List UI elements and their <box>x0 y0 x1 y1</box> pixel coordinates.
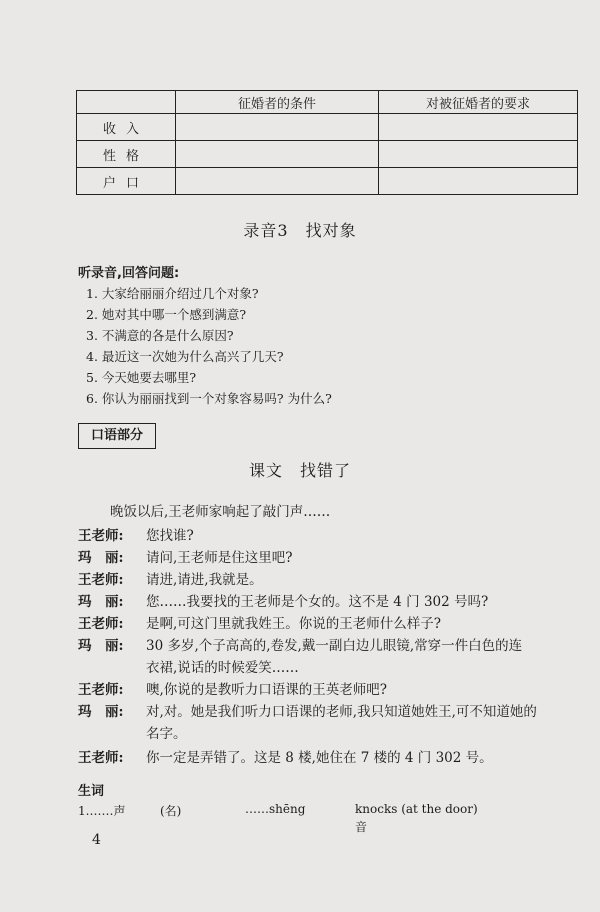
dialogue-line-continued: 名字。 <box>146 726 187 742</box>
dialogue-line-continued: 衣裙,说话的时候爱笑…… <box>146 660 299 676</box>
dialogue-speaker: 玛 丽: <box>78 550 124 566</box>
dialogue-speaker: 玛 丽: <box>78 594 124 610</box>
dialogue-line: 请进,请进,我就是。 <box>146 572 263 588</box>
listening-instruction: 听录音,回答问题: <box>78 266 180 281</box>
dialogue-line: 是啊,可这门里就我姓王。你说的王老师什么样子? <box>146 616 442 632</box>
question-item: 1. 大家给丽丽介绍过几个对象? <box>86 286 259 301</box>
dialogue-speaker: 玛 丽: <box>78 638 124 654</box>
table-row <box>77 168 578 195</box>
dialogue-speaker: 王老师: <box>78 682 124 698</box>
lesson-intro: 晚饭以后,王老师家响起了敲门声…… <box>110 504 331 520</box>
dialogue-line: 30 多岁,个子高高的,卷发,戴一副白边儿眼镜,常穿一件白色的连 <box>146 638 523 654</box>
question-item: 5. 今天她要去哪里? <box>86 370 197 385</box>
question-item: 3. 不满意的各是什么原因? <box>86 328 234 343</box>
dialogue-line: 对,对。她是我们听力口语课的老师,我只知道她姓王,可不知道她的 <box>146 704 537 720</box>
dialogue-line: 请问,王老师是住这里吧? <box>146 550 293 566</box>
row-label-hukou: 户口 <box>77 168 176 195</box>
dialogue-speaker: 王老师: <box>78 750 124 766</box>
question-item: 4. 最近这一次她为什么高兴了几天? <box>86 349 284 364</box>
table-header-empty <box>77 91 176 114</box>
table-row <box>77 114 578 141</box>
vocab-pos: (名) <box>160 804 182 818</box>
page-number: 4 <box>92 832 101 848</box>
dialogue-speaker: 王老师: <box>78 528 124 544</box>
table-header-row <box>77 91 578 114</box>
dialogue-line: 您……我要找的王老师是个女的。这不是 4 门 302 号吗? <box>146 594 489 610</box>
vocab-heading: 生词 <box>78 784 105 799</box>
table-row <box>77 141 578 168</box>
table-header-conditions: 征婚者的条件 <box>176 91 379 114</box>
table-cell <box>176 141 379 168</box>
dialogue-speaker: 王老师: <box>78 616 124 632</box>
vocab-word: 1.……声 <box>78 804 126 818</box>
lesson-title: 课文 找错了 <box>248 461 351 480</box>
table-header-requirements: 对被征婚者的要求 <box>379 91 578 114</box>
row-label-personality: 性格 <box>77 141 176 168</box>
dialogue-speaker: 玛 丽: <box>78 704 124 720</box>
table-cell <box>176 114 379 141</box>
table-cell <box>379 168 578 195</box>
table-cell <box>176 168 379 195</box>
vocab-pinyin: ……shēng <box>245 802 306 816</box>
recording-title: 录音3 找对象 <box>243 221 357 240</box>
table-cell <box>379 114 578 141</box>
row-label-income: 收入 <box>77 114 176 141</box>
vocab-meaning: 音 <box>355 820 368 834</box>
dialogue-speaker: 王老师: <box>78 572 124 588</box>
dialogue-line: 您找谁? <box>146 528 194 544</box>
oral-section-label: 口语部分 <box>78 423 156 449</box>
table-cell <box>379 141 578 168</box>
requirements-table <box>76 90 578 195</box>
question-item: 6. 你认为丽丽找到一个对象容易吗? 为什么? <box>86 391 332 406</box>
vocab-english: knocks (at the door) <box>355 802 478 816</box>
dialogue-line: 你一定是弄错了。这是 8 楼,她住在 7 楼的 4 门 302 号。 <box>146 750 493 766</box>
dialogue-line: 噢,你说的是教听力口语课的王英老师吧? <box>146 682 388 698</box>
question-item: 2. 她对其中哪一个感到满意? <box>86 307 247 322</box>
